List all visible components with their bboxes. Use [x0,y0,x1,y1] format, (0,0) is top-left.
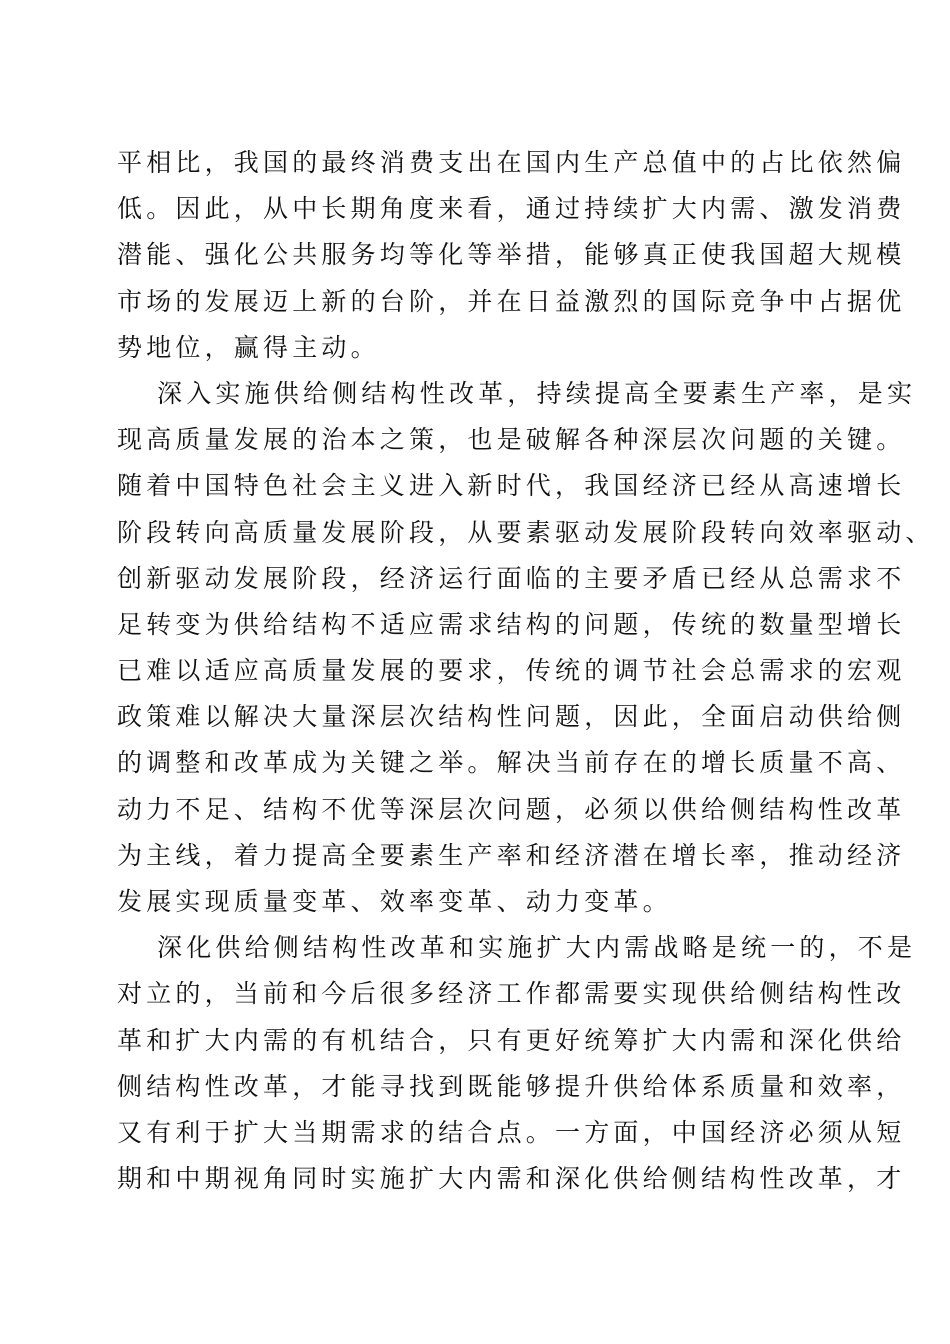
paragraph-1 [117,140,906,371]
text-line: 期和中期视角同时实施扩大内需和深化供给侧结构性改革，才 [117,1164,906,1194]
text-line: 为主线，着力提高全要素生产率和经济潜在增长率，推动经济 [117,840,906,870]
paragraph-2 [117,371,935,925]
paragraph-3 [117,925,917,1202]
text-line: 又有利于扩大当期需求的结合点。一方面，中国经济必须从短 [117,1117,906,1147]
text-line: 现高质量发展的治本之策，也是破解各种深层次问题的关键。 [117,425,906,455]
text-line: 平相比，我国的最终消费支出在国内生产总值中的占比依然偏 [117,148,906,177]
text-line: 深入实施供给侧结构性改革，持续提高全要素生产率，是实 [157,378,917,408]
text-line: 政策难以解决大量深层次结构性问题，因此，全面启动供给侧 [117,702,906,732]
text-line: 深化供给侧结构性改革和实施扩大内需战略是统一的，不是 [157,933,917,963]
text-line: 对立的，当前和今后很多经济工作都需要实现供给侧结构性改 [117,979,906,1009]
text-line: 侧结构性改革，才能寻找到既能够提升供给体系质量和效率， [117,1071,906,1101]
text-line: 已难以适应高质量发展的要求，传统的调节社会总需求的宏观 [117,656,906,686]
text-line: 阶段转向高质量发展阶段，从要素驱动发展阶段转向效率驱动、 [117,517,935,547]
text-line: 足转变为供给结构不适应需求结构的问题，传统的数量型增长 [117,609,906,639]
text-line: 潜能、强化公共服务均等化等举措，能够真正使我国超大规模 [117,240,906,270]
text-line: 创新驱动发展阶段，经济运行面临的主要矛盾已经从总需求不 [117,563,906,593]
text-line: 随着中国特色社会主义进入新时代，我国经济已经从高速增长 [117,471,906,501]
text-line: 市场的发展迈上新的台阶，并在日益激烈的国际竞争中占据优 [117,286,906,316]
text-line: 的调整和改革成为关键之举。解决当前存在的增长质量不高、 [117,748,906,778]
text-line: 低。因此，从中长期角度来看，通过持续扩大内需、激发消费 [117,194,906,224]
text-line: 发展实现质量变革、效率变革、动力变革。 [117,887,672,916]
document-body [117,140,935,1202]
text-line: 革和扩大内需的有机结合，只有更好统筹扩大内需和深化供给 [117,1025,906,1055]
text-line: 势地位，赢得主动。 [117,332,380,362]
text-line: 动力不足、结构不优等深层次问题，必须以供给侧结构性改革 [117,794,906,824]
